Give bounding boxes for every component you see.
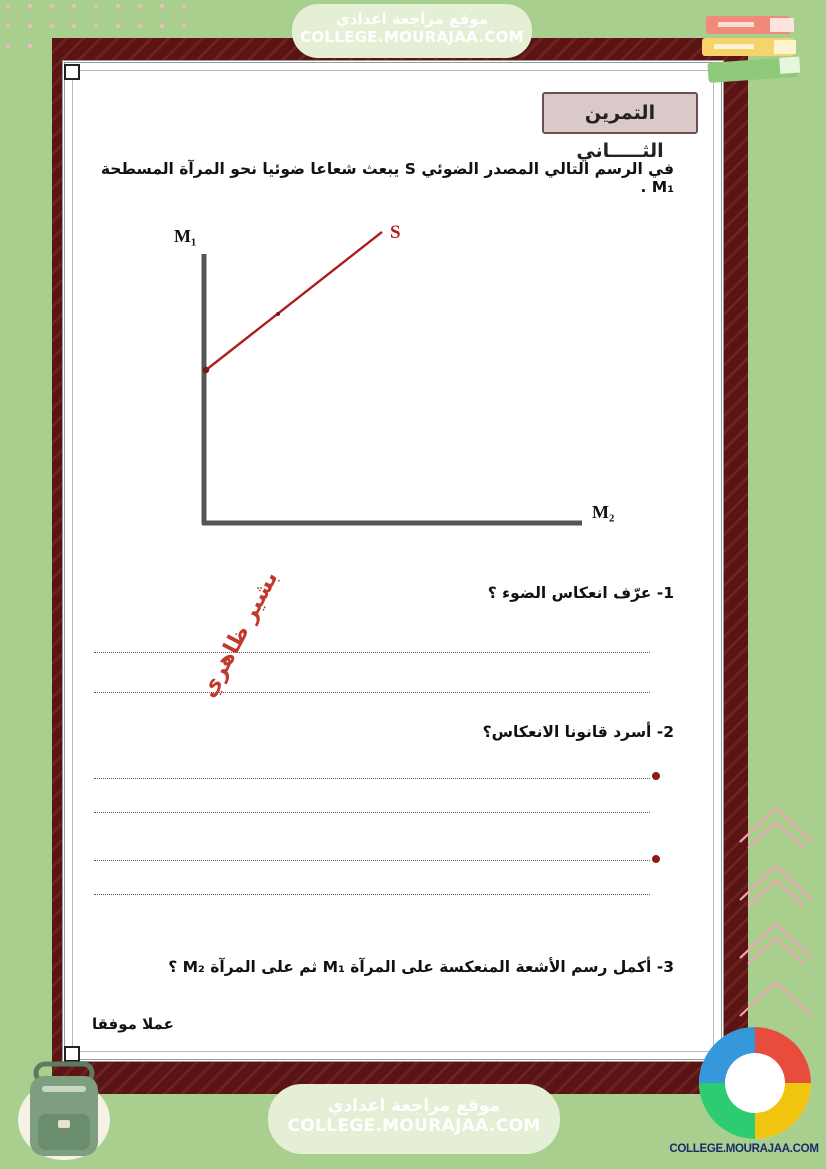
exercise-intro: في الرسم التالي المصدر الضوئي S يبعث شعاعا ضوئيا نحو المرآة المسطحة M₁ . — [100, 160, 674, 196]
answer-line[interactable] — [94, 812, 650, 813]
mirror-diagram — [160, 212, 640, 542]
site-logo-icon — [694, 1022, 816, 1144]
question-2: 2- أسرد قانونا الانعكاس؟ — [482, 723, 674, 741]
closing-text: عملا موفقا — [92, 1015, 174, 1033]
label-m1: M₁ — [174, 226, 197, 246]
incidence-point — [203, 367, 209, 373]
ray-point — [276, 312, 280, 316]
backpack-icon — [14, 1050, 114, 1162]
author-signature: بشير ظاهري — [196, 567, 284, 702]
question-3: 3- أكمل رسم الأشعة المنعكسة على المرآة M₁ ثم على المرآة M₂ ؟ — [168, 958, 674, 976]
exercise-title: التمرين الثـــــاني — [576, 102, 664, 162]
banner-arabic: موقع مراجعة اعدادي — [336, 10, 488, 28]
bullet-point — [652, 772, 660, 780]
banner-url: COLLEGE.MOURAJAA.COM — [287, 1116, 541, 1136]
exercise-title-banner — [542, 92, 698, 162]
banner-arabic: موقع مراجعة اعدادي — [327, 1096, 501, 1116]
site-banner-bottom[interactable] — [268, 1084, 560, 1154]
incident-ray — [206, 232, 382, 370]
answer-line[interactable] — [94, 778, 650, 779]
site-banner-top[interactable] — [292, 4, 532, 58]
banner-url: COLLEGE.MOURAJAA.COM — [300, 28, 524, 46]
bullet-point — [652, 855, 660, 863]
corner-ornament — [64, 64, 80, 80]
answer-line[interactable] — [94, 860, 650, 861]
label-m2: M₂ — [592, 502, 615, 522]
site-logo-text[interactable]: COLLEGE.MOURAJAA.COM — [669, 1143, 819, 1155]
answer-line[interactable] — [94, 692, 650, 693]
answer-line[interactable] — [94, 652, 650, 653]
label-source: S — [390, 222, 401, 243]
chevron-decoration — [734, 790, 818, 1020]
answer-line[interactable] — [94, 894, 650, 895]
question-1: 1- عرّف انعكاس الضوء ؟ — [487, 584, 674, 602]
books-icon — [700, 8, 810, 94]
